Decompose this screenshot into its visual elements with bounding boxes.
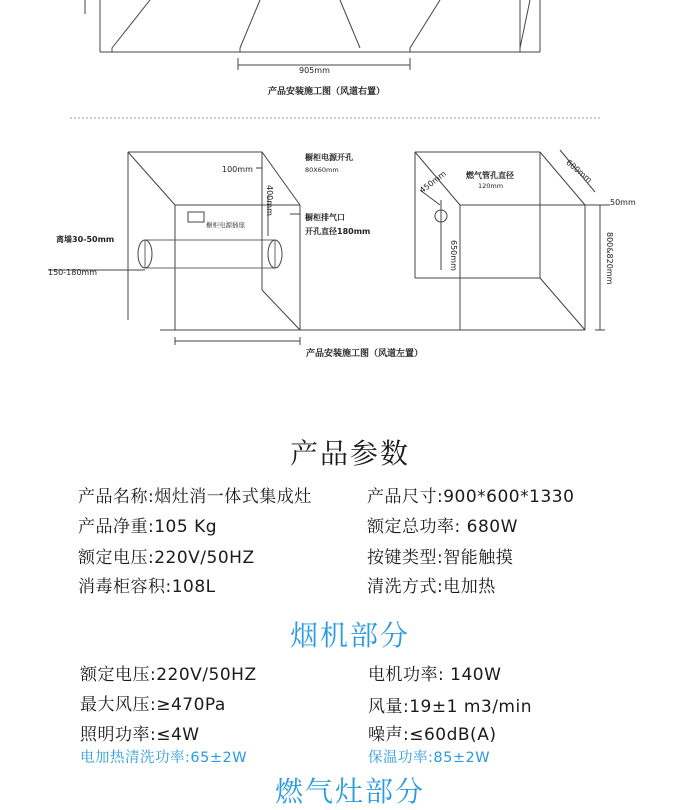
hood-motor-power: 电机功率: 140W (368, 665, 502, 685)
gas-pipe-title: 燃气管孔直径 (466, 171, 514, 180)
hood-section-title: 烟机部分 (289, 619, 410, 652)
param-rated-voltage: 额定电压:220V/50HZ (78, 548, 255, 568)
dim-650mm: 650mm (449, 240, 458, 271)
hood-rated-voltage: 额定电压:220V/50HZ (80, 665, 257, 685)
dim-100mm: 100mm (222, 165, 253, 174)
dim-600mm: 600mm (564, 158, 594, 185)
socket-label: 橱柜电源插座 (206, 221, 245, 229)
product-params-title: 产品参数 (289, 437, 410, 470)
wall-distance-label: 离墙30-50mm (56, 235, 115, 244)
power-hole-title: 橱柜电源开孔 (305, 153, 353, 162)
stove-section-title: 燃气灶部分 (274, 775, 425, 808)
param-total-power: 额定总功率: 680W (367, 517, 518, 537)
gas-pipe-size: 120mm (478, 182, 504, 190)
param-cleaning-method: 清洗方式:电加热 (367, 577, 496, 597)
param-product-name: 产品名称:烟灶消一体式集成灶 (78, 487, 312, 507)
dim-800-820mm: 800&820mm (605, 232, 614, 285)
height-range-label: 150-180mm (48, 268, 98, 277)
param-key-type: 按键类型:智能触摸 (367, 548, 514, 568)
top-width-dimension: 905mm (299, 66, 330, 75)
param-net-weight: 产品净重:105 Kg (78, 517, 218, 537)
exhaust-title: 橱柜排气口 (305, 213, 345, 222)
exhaust-size: 开孔直径180mm (305, 227, 371, 236)
hood-max-pressure: 最大风压:≥470Pa (80, 695, 226, 715)
left-cabinet-top (128, 152, 300, 205)
hood-air-volume: 风量:19±1 m3/min (368, 697, 532, 717)
hood-keep-warm-power: 保温功率:85±2W (368, 750, 491, 766)
param-cabinet-volume: 消毒柜容积:108L (78, 577, 216, 597)
hood-noise: 噪声:≤60dB(A) (368, 725, 497, 745)
dim-450mm: 450mm (418, 169, 448, 196)
top-drawing-caption: 产品安装施工图（风道右置） (268, 87, 386, 97)
hood-cleaning-power: 电加热清洗功率:65±2W (80, 750, 248, 766)
bottom-drawing-caption: 产品安装施工图（风道左置） (306, 349, 424, 359)
param-product-size: 产品尺寸:900*600*1330 (367, 487, 575, 507)
top-box-slant (112, 0, 150, 52)
power-hole-size: 80X60mm (305, 166, 339, 174)
dim-400mm: 400mm (265, 185, 274, 216)
installation-diagram-svg (0, 0, 700, 370)
dim-50mm: 50mm (610, 198, 636, 207)
installation-drawing (0, 0, 700, 370)
hood-light-power: 照明功率:≤4W (80, 725, 200, 745)
